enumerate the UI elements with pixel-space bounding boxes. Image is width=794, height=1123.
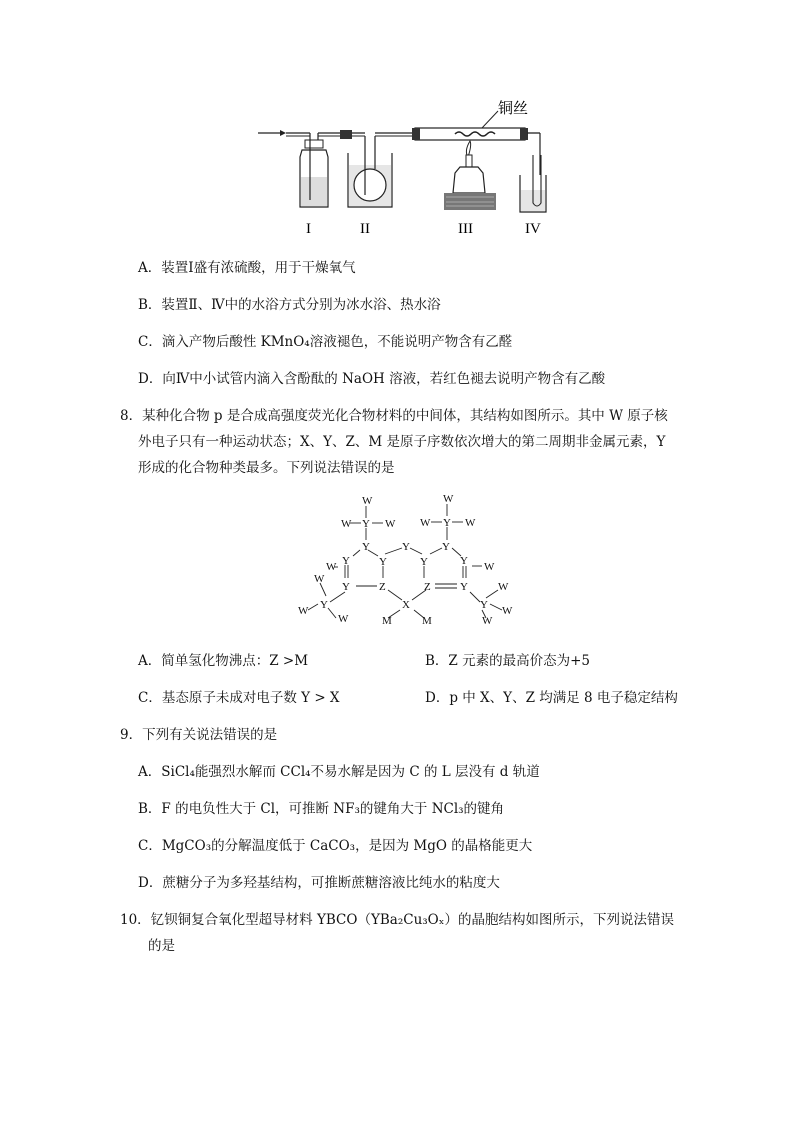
atom-y: Y [342,555,350,567]
atom-y: Y [362,541,370,553]
atom-w: W [338,613,349,625]
atom-y: Y [342,581,350,593]
atom-w: W [326,561,337,573]
atom-y: Y [460,581,468,593]
q10-stem-line2: 的是 [148,938,175,954]
atom-y: Y [420,556,428,568]
atom-w: W [484,561,495,573]
q9-option-d: D．蔗糖分子为多羟基结构，可推断蔗糖溶液比纯水的粘度大 [138,875,500,891]
q9-option-c: C．MgCO₃的分解温度低于 CaCO₃，是因为 MgO 的晶格能更大 [138,838,533,854]
label-I: I [306,221,311,237]
atom-y: Y [443,517,451,529]
atom-w: W [498,581,509,593]
atom-w: W [502,605,513,617]
atom-y: Y [362,518,370,530]
atom-w: W [465,517,476,529]
atom-y: Y [442,541,450,553]
q7-option-b: B．装置Ⅱ、Ⅳ中的水浴方式分别为冰水浴、热水浴 [138,297,441,313]
q9-stem: 9．下列有关说法错误的是 [120,727,278,743]
label-III: III [458,221,473,237]
label-II: II [360,221,370,237]
atom-w: W [362,495,373,507]
label-IV: IV [525,221,541,237]
atom-y: Y [460,555,468,567]
atom-w: W [443,493,454,505]
bottle-I [300,133,328,207]
structure-figure [290,490,520,625]
q8-stem-line1: 8．某种化合物 p 是合成高强度荧光化合物材料的中间体，其结构如图所示。其中 W 原子核 [120,408,668,424]
q8-option-d: D．p 中 X、Y、Z 均满足 8 电子稳定结构 [425,690,678,706]
atom-z: Z [379,581,386,593]
atom-x: X [402,599,410,611]
beaker-IV [520,155,546,212]
burner-III [444,141,496,210]
atom-y: Y [379,556,387,568]
atom-y: Y [480,599,488,611]
atom-y: Y [402,541,410,553]
q8-option-a: A．简单氢化物沸点：Z >M [138,653,309,669]
atom-w: W [314,573,325,585]
atom-m: M [382,615,392,625]
atom-w: W [298,605,309,617]
q7-option-c: C．滴入产物后酸性 KMnO₄溶液褪色，不能说明产物含有乙醛 [138,334,513,350]
atom-w: W [420,517,431,529]
apparatus-figure [250,95,550,245]
q7-option-a: A．装置Ⅰ盛有浓硫酸，用于干燥氧气 [138,260,356,276]
wire-label: 铜丝 [498,101,529,117]
q8-option-b: B．Z 元素的最高价态为+5 [425,653,590,669]
atom-z: Z [424,581,431,593]
atom-m: M [422,615,432,625]
q8-option-c: C．基态原子未成对电子数 Y > X [138,690,340,706]
q7-option-d: D．向Ⅳ中小试管内滴入含酚酞的 NaOH 溶液，若红色褪去说明产物含有乙酸 [138,371,606,387]
beaker-II [348,136,392,207]
q9-option-a: A．SiCl₄能强烈水解而 CCl₄不易水解是因为 C 的 L 层没有 d 轨道 [138,764,540,780]
atom-w: W [341,518,352,530]
q10-stem-line1: 10．钇钡铜复合氧化型超导材料 YBCO（YBa₂Cu₃Oₓ）的晶胞结构如图所示，下列说法错误 [120,912,674,928]
q8-stem-line2: 外电子只有一种运动状态；X、Y、Z、M 是原子序数依次增大的第二周期非金属元素，Y [138,434,666,450]
q9-option-b: B．F 的电负性大于 Cl，可推断 NF₃的键角大于 NCl₃的键角 [138,801,505,817]
q8-stem-line3: 形成的化合物种类最多。下列说法错误的是 [138,460,395,476]
atom-y: Y [320,599,328,611]
atom-w: W [385,518,396,530]
atom-w: W [482,615,493,625]
